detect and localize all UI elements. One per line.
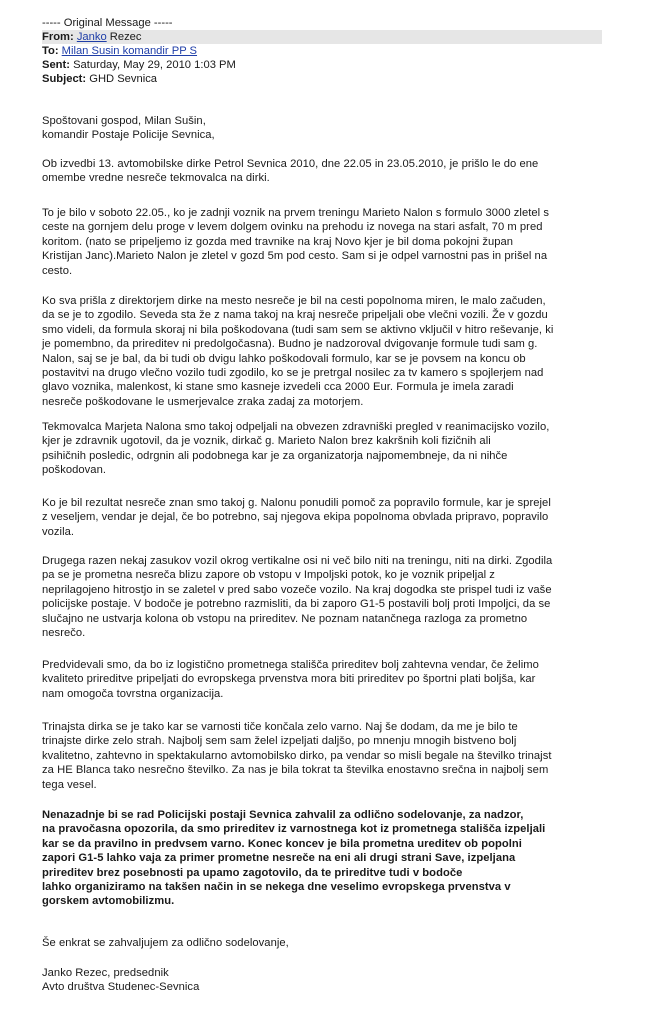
greeting-line: komandir Postaje Policije Sevnica, — [42, 129, 215, 142]
paragraph-1 — [42, 157, 622, 186]
from-row — [42, 30, 602, 44]
text-line: postavitvi na drugo vlečno vozilo tudi zgodilo, ko se je pretrgal nosilec za tv kamero s spojlerjem nad — [42, 367, 544, 380]
sent-row — [42, 58, 602, 72]
from-label: From: — [42, 31, 74, 43]
text-line: trinajste dirke zelo strah. Najbolj sem sam želel izpeljati daljšo, po mnenju mnogih bistveno bolj — [42, 735, 517, 748]
text-line: Tekmovalca Marjeta Nalona smo takoj odpeljali na obvezen zdravniški pregled v reanimacijsko vozilo, — [42, 421, 550, 433]
text-line: Ko je bil rezultat nesreče znan smo takoj g. Nalonu ponudili pomoč za popravilo formule, kar je sprejel — [42, 497, 551, 509]
signature-name: Janko Rezec, predsednik — [42, 967, 169, 979]
text-line: kar se da pravilno in predvsem varno. Konec koncev je bila prometna ureditev ob popolni — [42, 837, 522, 850]
paragraph-6 — [42, 554, 622, 640]
greeting — [42, 114, 622, 143]
email-header — [42, 16, 602, 86]
text-line: omembe vredne nesreče tekmovalca na dirki. — [42, 172, 270, 185]
text-line: kjer je zdravnik ugotovil, da je voznik, dirkač g. Marieto Nalon brez kakršnih koli fizičnih ali — [42, 435, 491, 448]
text-line: poškodovan. — [42, 464, 106, 477]
text-line: da se je to zgodilo. Seveda sta že z nama takoj na kraj nesreče pripeljali obe vlečni vozili. Že v gozdu — [42, 309, 548, 322]
text-line: policijske postaje. V bodoče je potrebno razmisliti, da bi zaporo G1-5 postavili bolj proti Impoljci, da se — [42, 598, 551, 611]
text-line: nesrečo. — [42, 627, 86, 640]
from-sender-link[interactable]: Janko — [76, 31, 107, 43]
text-line: Nalon, saj se je bal, da bi tudi ob dvigu lahko poškodovali formulo, kar se je povsem na koncu ob — [42, 352, 526, 365]
text-line: To je bilo v soboto 22.05., ko je zadnji voznik na prvem treningu Marieto Nalon s formulo 3000 zletel s — [42, 207, 549, 219]
subject-label: Subject: — [42, 73, 87, 85]
text-line: smo videli, da formula skoraj ni bila poškodovana (tudi sam sem se aktivno vključil v hitro reševanje, ki — [42, 323, 554, 336]
text-line: slučajno ne ustvarja kolona ob vstopu na prireditev. Ne poznam natančnega razloga za prometno — [42, 612, 528, 625]
text-line: prireditev brez posebnosti pa upamo zagotovilo, da te prireditve tudi v bodoče — [42, 866, 463, 879]
greeting-line: Spoštovani gospod, Milan Sušin, — [42, 115, 206, 127]
text-line: Ob izvedbi 13. avtomobilske dirke Petrol Sevnica 2010, dne 22.05 in 23.05.2010, je prišlo le do ene — [42, 158, 539, 170]
to-label: To: — [42, 45, 59, 57]
text-line: neprilagojeno hitrostjo in se zaletel v pred sabo vozeče vozilo. Na kraj dogodka ste prispel tudi iz vaše — [42, 583, 552, 596]
text-line: ceste na gornjem delu proge v levem dolgem ovinku na prehodu iz novega na stari asfalt, 70 m pred — [42, 221, 543, 234]
paragraph-8 — [42, 720, 622, 792]
text-line: koritom. (nato se pripeljemo iz gozda med travnike na kraj Novo kjer je bil doma pokojni župan — [42, 235, 514, 248]
text-line: z veseljem, vendar je dejal, če bo potrebno, saj njegova ekipa popolnoma obvlada pripravo, popravilo — [42, 511, 549, 524]
text-line: glavo voznika, malenkost, ki stane smo kasneje izvedeli cca 2000 Eur. Formula je imela zaradi — [42, 381, 514, 394]
text-line: je pomembno, da prireditev ni predolgočasna). Budno je nadzoroval dvigovanje formule tudi sam g. — [42, 338, 538, 351]
signature — [42, 966, 622, 995]
from-sender-rest: Rezec — [106, 31, 142, 43]
text-line: vozila. — [42, 525, 75, 538]
sent-label: Sent: — [42, 59, 70, 71]
paragraph-5 — [42, 496, 622, 539]
text-line: Drugega razen nekaj zasukov vozil okrog vertikalne osi ni več bilo niti na treningu, niti na dirki. Zgodila — [42, 555, 553, 567]
text-line: psihičnih posledic, odrgnin ali podobnega kar je za organizatorja najpomembneje, da ni nihče — [42, 449, 508, 462]
subject-row — [42, 72, 602, 86]
text-line: kvaliteto prireditve pripeljati do evropskega prvenstva mora biti prireditev po športni plati boljša, kar — [42, 673, 536, 686]
text-line: Predvidevali smo, da bo iz logistično prometnega stališča prireditev bolj zahtevna vendar, če želimo — [42, 659, 539, 671]
paragraph-7 — [42, 658, 622, 701]
text-line: Kristijan Janc).Marieto Nalon je zletel v gozd 5m pod cesto. Sam si je odpel varnostni pas in prišel na — [42, 250, 548, 263]
text-line: na pravočasna opozorila, da smo prireditev iz varnostnega kot iz prometnega stališča izpeljali — [42, 823, 546, 836]
text-line: za HE Blanca tako nesrečno številko. Za nas je bila tokrat ta številka enostavno srečna in najbolj sem — [42, 764, 549, 777]
text-line: pa se je prometna nesreča blizu zapore ob vstopu v Impoljski potok, ko je voznik pripeljal z — [42, 569, 495, 582]
text-line: Ko sva prišla z direktorjem dirke na mesto nesreče je bil na cesti popolnoma miren, le malo začuden, — [42, 295, 546, 307]
paragraph-3 — [42, 294, 622, 409]
text-line: Nenazadnje bi se rad Policijski postaji Sevnica zahvalil za odlično sodelovanje, za nadzor, — [42, 809, 524, 821]
text-line: Trinajsta dirka se je tako kar se varnosti tiče končala zelo varno. Naj še dodam, da me je bilo te — [42, 721, 518, 733]
text-line: cesto. — [42, 264, 73, 277]
thanks-paragraph-bold — [42, 808, 622, 909]
subject-value: GHD Sevnica — [86, 73, 158, 85]
text-line: gorskem avtomobilizmu. — [42, 895, 175, 908]
to-recipient-link[interactable]: Milan Susin komandir PP S — [61, 45, 198, 57]
text-line: lahko organiziramo na takšen način in se nekega dne veselimo evropskega prvenstva v — [42, 881, 511, 894]
text-line: nam omogoča tovrstna organizacija. — [42, 687, 224, 700]
paragraph-2 — [42, 206, 622, 278]
original-message-line: ----- Original Message ----- — [42, 17, 173, 29]
to-row — [42, 44, 602, 58]
text-line: kvalitetno, zahtevno in spektakularno avtomobilsko dirko, pa vendar so misli begale na številko trinajst — [42, 749, 552, 762]
sent-value: Saturday, May 29, 2010 1:03 PM — [69, 59, 236, 71]
closing-line: Še enkrat se zahvaljujem za odlično sodelovanje, — [42, 937, 289, 949]
signature-organization: Avto društva Studenec-Sevnica — [42, 981, 200, 994]
paragraph-4 — [42, 420, 622, 478]
text-line: nesreče poškodovane le usmerjevalce zraka zadaj za motorjem. — [42, 395, 364, 408]
text-line: zapori G1-5 lahko vaja za primer prometne nesreče na eni ali drugi strani Save, izpeljana — [42, 852, 516, 865]
text-line: tega vesel. — [42, 778, 97, 791]
